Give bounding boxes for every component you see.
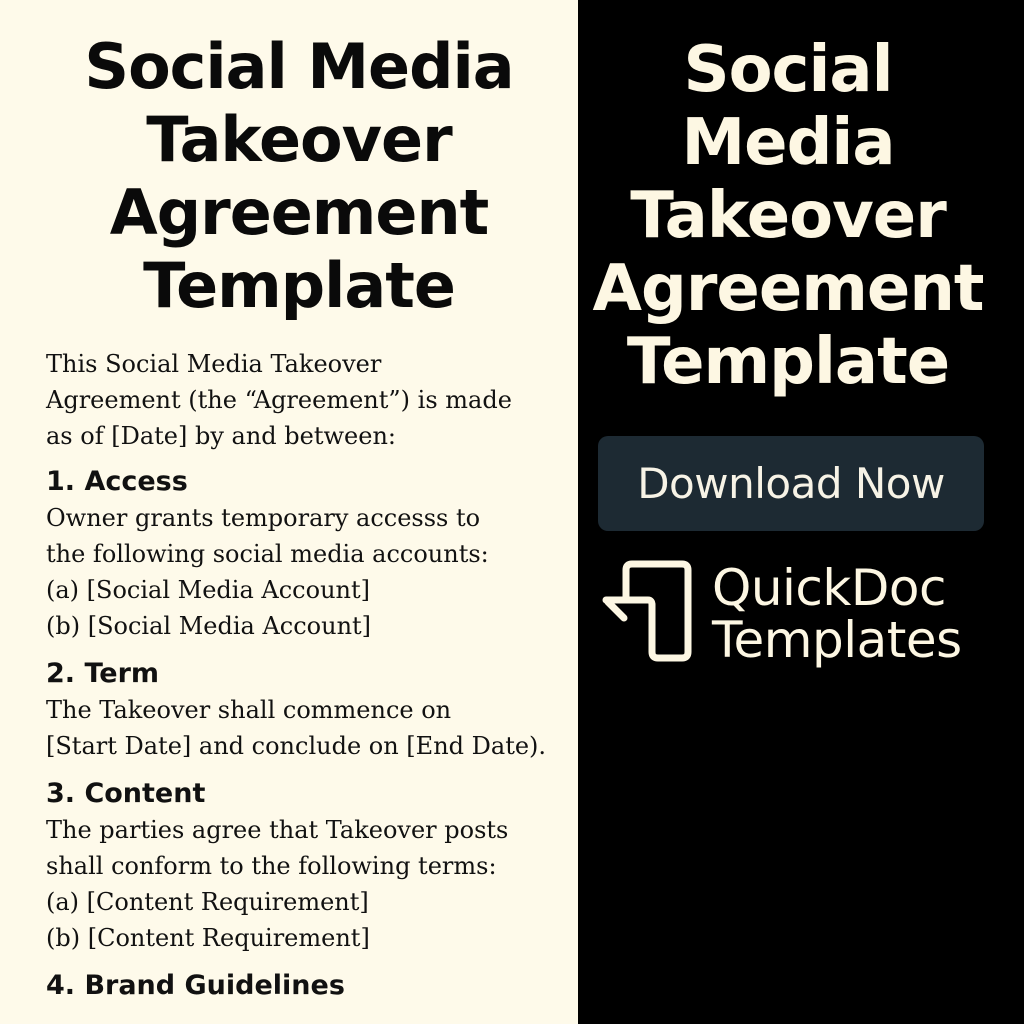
- section-heading: 1. Access: [46, 466, 188, 497]
- section-line: shall conform to the following terms:: [46, 852, 497, 880]
- promo-panel: [578, 0, 1024, 1024]
- section-line: (a) [Social Media Account]: [46, 576, 370, 604]
- section-heading: 3. Content: [46, 778, 206, 809]
- section-line: Owner grants temporary accesss to: [46, 504, 481, 532]
- section-text: [46, 812, 578, 956]
- section-brand-guidelines: [46, 968, 578, 1004]
- section-heading: 2. Term: [46, 658, 160, 689]
- section-term: [46, 656, 578, 764]
- brand-name: [712, 559, 1012, 669]
- section-text: [46, 500, 578, 644]
- document-title: Social Media Takeover Agreement Template: [84, 30, 514, 322]
- section-line: (b) [Social Media Account]: [46, 612, 372, 640]
- section-content: [46, 776, 578, 956]
- section-line: (a) [Content Requirement]: [46, 888, 369, 916]
- document-chat-icon: [602, 560, 698, 664]
- section-line: The Takeover shall commence on: [46, 696, 452, 724]
- promo-title: Social Media Takeover Agreement Template: [592, 33, 984, 399]
- section-line: The parties agree that Takeover posts: [46, 816, 509, 844]
- section-text: [46, 692, 578, 764]
- intro-paragraph: [46, 346, 578, 454]
- intro-line: as of [Date] by and between:: [46, 422, 396, 450]
- download-now-button[interactable]: Download Now: [598, 436, 984, 531]
- section-line: [Start Date] and conclude on [End Date).: [46, 732, 547, 760]
- section-line: (b) [Content Requirement]: [46, 924, 370, 952]
- intro-line: Agreement (the “Agreement”) is made: [46, 386, 512, 414]
- document-body: [46, 346, 578, 1016]
- section-heading: 4. Brand Guidelines: [46, 970, 345, 1001]
- section-line: the following social media accounts:: [46, 540, 489, 568]
- brand-name-line2: Templates: [712, 611, 962, 669]
- section-access: [46, 464, 578, 644]
- brand-name-line1: QuickDoc: [712, 559, 946, 617]
- intro-line: This Social Media Takeover: [46, 350, 382, 378]
